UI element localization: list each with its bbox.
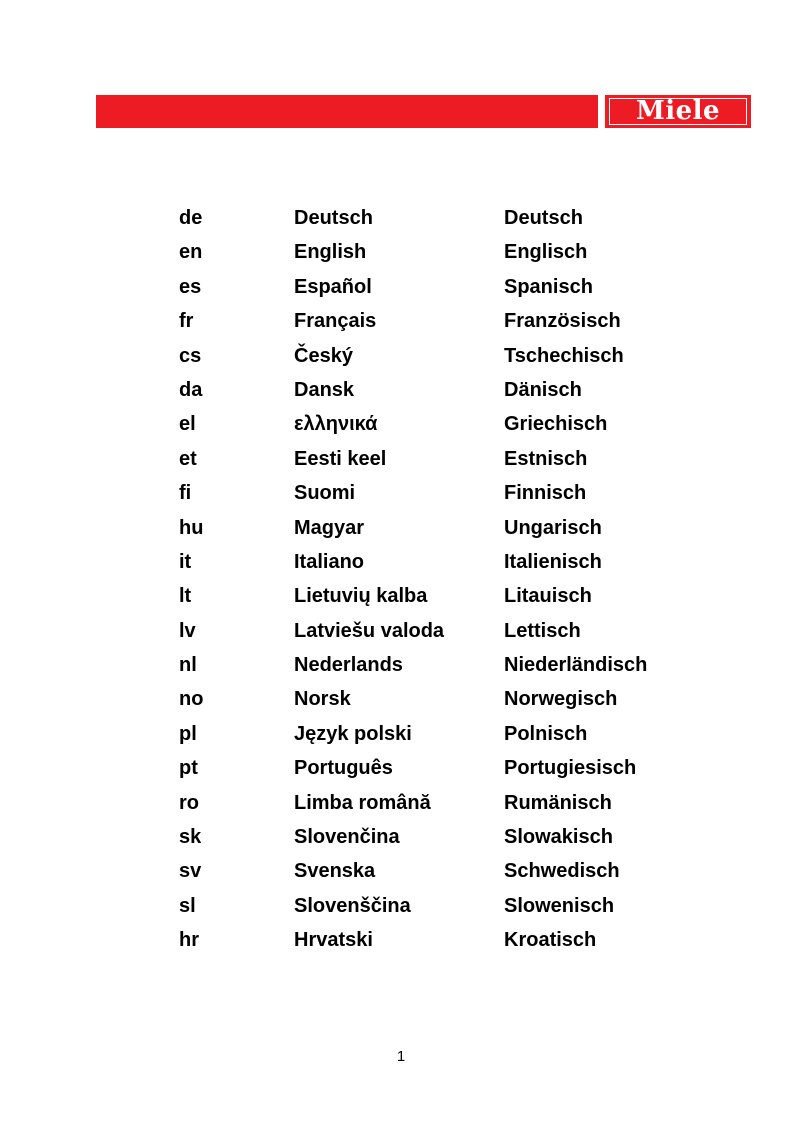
language-native-name: Suomi [294, 482, 356, 505]
language-row [179, 753, 704, 787]
language-native-name: Latviešu valoda [294, 619, 445, 642]
language-row [179, 341, 704, 375]
language-native-name: English [294, 241, 367, 264]
language-row [179, 616, 704, 650]
language-code: fi [179, 482, 192, 505]
language-native-name: ελληνικά [294, 413, 378, 436]
language-native-name: Français [294, 310, 377, 333]
language-native-name: Español [294, 275, 372, 298]
language-native-name: Deutsch [294, 207, 373, 229]
language-native-name: Slovenščina [294, 894, 411, 917]
language-row [179, 684, 704, 718]
language-code: es [179, 275, 202, 298]
language-row [179, 203, 704, 237]
miele-logo [605, 95, 751, 128]
language-code: en [179, 241, 203, 264]
language-german-name: Französisch [504, 310, 621, 333]
language-code: pt [179, 757, 198, 780]
language-row [179, 650, 704, 684]
logo-text: Miele [635, 96, 721, 126]
language-row [179, 444, 704, 478]
language-row [179, 788, 704, 822]
language-german-name: Dänisch [504, 378, 582, 401]
language-native-name: Hrvatski [294, 929, 373, 952]
language-german-name: Rumänisch [504, 791, 612, 814]
language-german-name: Griechisch [504, 413, 608, 436]
language-code: ro [179, 791, 199, 814]
language-row [179, 547, 704, 581]
language-german-name: Estnisch [504, 447, 588, 470]
language-german-name: Lettisch [504, 619, 581, 642]
language-row [179, 581, 704, 615]
language-native-name: Norsk [294, 688, 351, 711]
language-code: it [179, 550, 192, 573]
language-native-name: Slovenčina [294, 826, 400, 849]
language-code: pl [179, 722, 197, 745]
language-row [179, 237, 704, 271]
language-native-name: Dansk [294, 378, 355, 401]
language-row [179, 306, 704, 340]
language-german-name: Tschechisch [504, 344, 624, 367]
language-native-name: Português [294, 757, 393, 780]
language-german-name: Englisch [504, 241, 588, 264]
language-code: no [179, 688, 204, 711]
language-native-name: Język polski [294, 722, 412, 745]
language-native-name: Český [294, 344, 353, 367]
language-native-name: Svenska [294, 860, 376, 883]
language-german-name: Schwedisch [504, 860, 620, 883]
language-code: da [179, 378, 203, 401]
language-native-name: Nederlands [294, 654, 403, 677]
language-german-name: Kroatisch [504, 929, 597, 952]
language-native-name: Lietuvių kalba [294, 585, 428, 608]
language-code: fr [179, 310, 194, 333]
language-code: de [179, 207, 203, 229]
page-number: 1 [396, 1048, 406, 1065]
language-row [179, 409, 704, 443]
language-german-name: Norwegisch [504, 688, 618, 711]
language-german-name: Slowakisch [504, 826, 613, 849]
language-code: cs [179, 344, 202, 367]
language-german-name: Litauisch [504, 585, 592, 608]
language-german-name: Portugiesisch [504, 757, 637, 780]
language-code: et [179, 447, 197, 470]
language-native-name: Eesti keel [294, 447, 387, 470]
language-code: lv [179, 619, 196, 642]
logo-frame [609, 98, 747, 125]
language-code: sl [179, 894, 196, 917]
language-german-name: Niederländisch [504, 654, 648, 677]
language-row [179, 925, 704, 959]
language-code: sv [179, 860, 202, 883]
language-row [179, 891, 704, 925]
language-german-name: Finnisch [504, 482, 587, 505]
language-row [179, 478, 704, 512]
language-code: hu [179, 516, 204, 539]
language-row [179, 719, 704, 753]
header-red-bar [96, 95, 598, 128]
language-german-name: Deutsch [504, 207, 583, 229]
language-code: nl [179, 654, 197, 677]
language-german-name: Italienisch [504, 550, 602, 573]
language-code: sk [179, 826, 202, 849]
language-german-name: Polnisch [504, 722, 588, 745]
language-native-name: Italiano [294, 550, 365, 573]
language-row [179, 856, 704, 890]
language-row [179, 272, 704, 306]
language-row [179, 375, 704, 409]
language-german-name: Ungarisch [504, 516, 602, 539]
language-native-name: Magyar [294, 516, 365, 539]
language-german-name: Slowenisch [504, 894, 615, 917]
language-code: lt [179, 585, 192, 608]
language-code: el [179, 413, 196, 436]
language-german-name: Spanisch [504, 275, 593, 298]
language-row [179, 822, 704, 856]
language-row [179, 513, 704, 547]
language-code: hr [179, 929, 199, 952]
language-table [179, 203, 704, 960]
language-native-name: Limba română [294, 791, 431, 814]
